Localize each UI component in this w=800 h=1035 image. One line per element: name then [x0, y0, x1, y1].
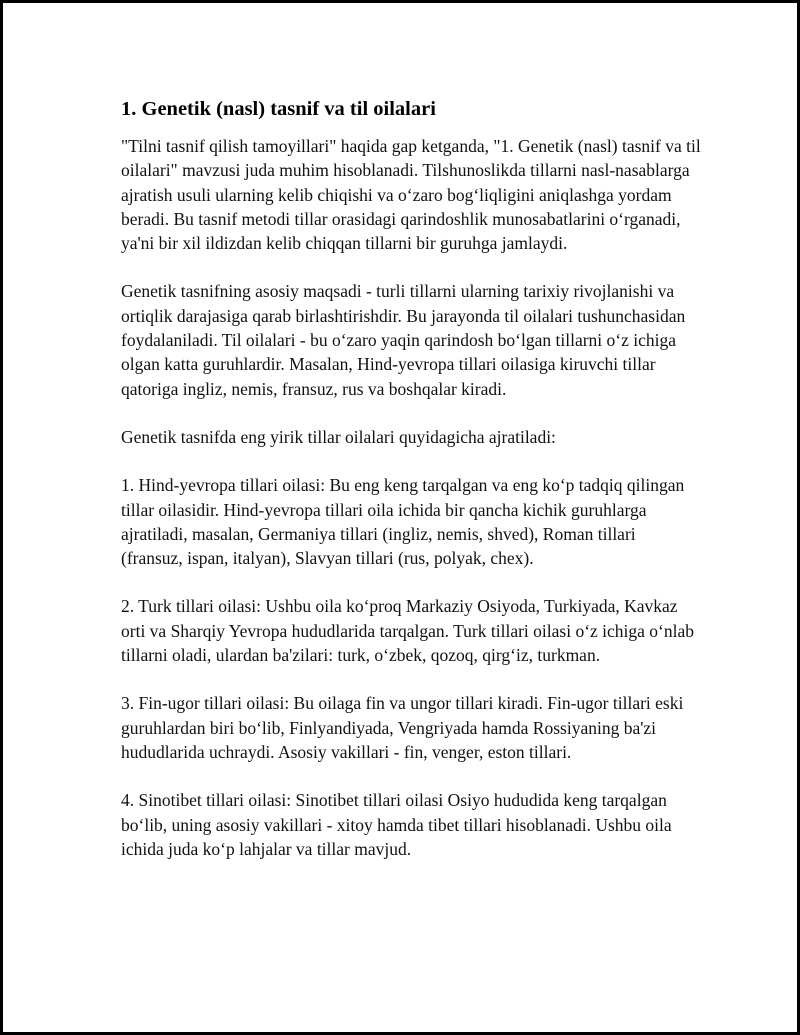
paragraph-finno-ugric: 3. Fin-ugor tillari oilasi: Bu oilaga fin va ungor tillari kiradi. Fin-ugor tillari eski guruhlardan biri bo‘lib, Finlyandiyada, Vengriyada hamda Rossiyaning ba'zi hududlarida uchraydi. Asosiy vakillari - fin, venger, eston tillari.: [121, 693, 684, 762]
document-body: [121, 95, 701, 885]
paragraph-indo-european: 1. Hind-yevropa tillari oilasi: Bu eng keng tarqalgan va eng ko‘p tadqiq qilingan tillar oilasidir. Hind-yevropa tillari oila ichida bir qancha kichik guruhlarga ajratiladi, masalan, Germaniya tillari (ingliz, nemis, shved), Roman tillari (fransuz, ispan, italyan), Slavyan tillari (rus, polyak, chex).: [121, 475, 685, 569]
paragraph-list-intro: Genetik tasnifda eng yirik tillar oilalari quyidagicha ajratiladi:: [121, 426, 556, 447]
paragraph-turkic: 2. Turk tillari oilasi: Ushbu oila ko‘proq Markaziy Osiyoda, Turkiyada, Kavkaz orti va Sharqiy Yevropa hududlarida tarqalgan. Turk tillari oilasi o‘z ichiga o‘nlab tillarni oladi, ulardan ba'zilari: turk, o‘zbek, qozoq, qirg‘iz, turkman.: [121, 596, 695, 666]
paragraph-purpose: Genetik tasnifning asosiy maqsadi - turli tillarni ularning tarixiy rivojlanishi va ortiqlik darajasiga qarab birlashtirishdir. Bu jarayonda til oilalari tushunchasidan foydalaniladi. Til oilalari - bu o‘zaro yaqin qarindosh bo‘lgan tillarni o‘z ichiga olgan katta guruhlardir. Masalan, Hind-yevropa tillari oilasiga kiruvchi tillar qatoriga ingliz, nemis, fransuz, rus va boshqalar kiradi.: [121, 281, 686, 399]
paragraph-sino-tibetan: 4. Sinotibet tillari oilasi: Sinotibet tillari oilasi Osiyo hududida keng tarqalgan bo‘lib, uning asosiy vakillari - xitoy hamda tibet tillari hisoblanadi. Ushbu oila ichida juda ko‘p lahjalar va tillar mavjud.: [121, 790, 672, 859]
section-heading: 1. Genetik (nasl) tasnif va til oilalari: [121, 98, 436, 120]
paragraph-intro: "Tilni tasnif qilish tamoyillari" haqida gap ketganda, "1. Genetik (nasl) tasnif va til oilalari" mavzusi juda muhim hisoblanadi. Tilshunoslikda tillarni nasl-nasablarga ajratish usuli ularning kelib chiqishi va o‘zaro bog‘liqligini aniqlashga yordam beradi. Bu tasnif metodi tillar orasidagi qarindoshlik munosabatlarini o‘rganadi, ya'ni bir xil ildizdan kelib chiqqan tillarni bir guruhga jamlaydi.: [121, 136, 701, 254]
